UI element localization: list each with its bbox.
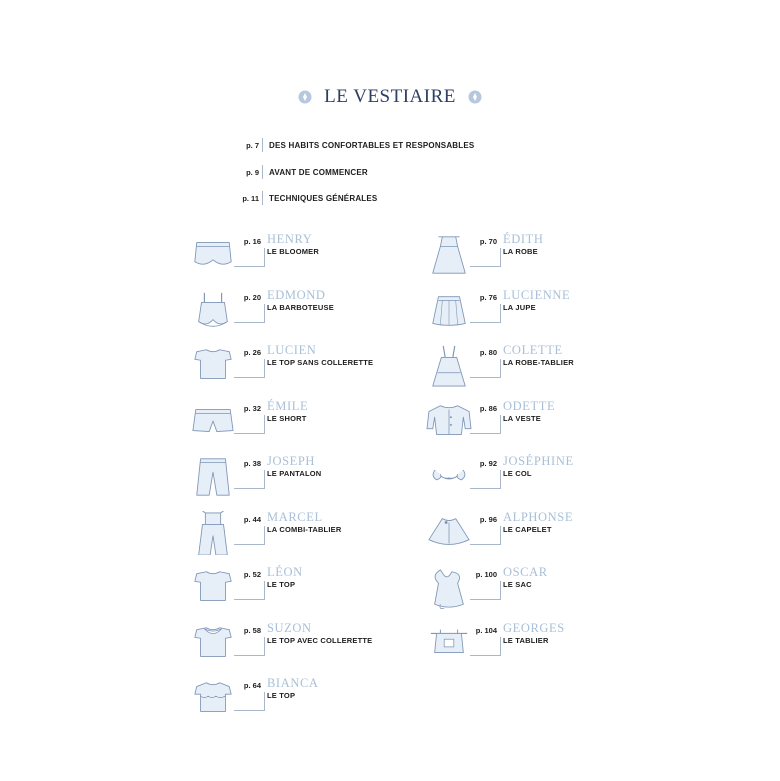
connector-line <box>470 304 501 323</box>
connector-line <box>234 359 265 378</box>
connector-line <box>470 637 501 656</box>
page-title: LE VESTIAIRE <box>324 86 456 107</box>
page-number: p. 70 <box>479 237 497 246</box>
contents-entry[interactable] <box>190 344 420 394</box>
connector-line <box>470 526 501 545</box>
pattern-description: LE TOP SANS COLLERETTE <box>267 358 374 367</box>
pattern-name: LUCIENNE <box>503 287 571 302</box>
intro-entry[interactable] <box>246 165 368 179</box>
pattern-description: LE SHORT <box>267 413 307 423</box>
divider <box>262 191 263 205</box>
pattern-name: HENRY <box>267 232 313 246</box>
page-number: p. 16 <box>243 237 261 246</box>
connector-line <box>234 470 265 489</box>
contents-entry[interactable] <box>426 344 656 394</box>
pattern-description: LE PANTALON <box>267 469 322 478</box>
pattern-name: JOSEPH <box>267 454 316 468</box>
shorts-icon <box>190 400 236 444</box>
pattern-name: JOSÉPHINE <box>503 454 574 468</box>
pattern-description: LA VESTE <box>503 413 541 423</box>
entry-label: AVANT DE COMMENCER <box>269 167 368 177</box>
top-icon <box>190 566 236 610</box>
pattern-name: COLETTE <box>503 343 563 357</box>
contents-entry[interactable] <box>190 400 420 450</box>
pattern-name: LUCIEN <box>267 343 317 357</box>
pattern-name: EDMOND <box>267 287 326 302</box>
pattern-description: LA BARBOTEUSE <box>267 302 334 312</box>
pattern-name: LÉON <box>267 565 303 579</box>
entry-label: TECHNIQUES GÉNÉRALES <box>269 193 378 203</box>
contents-entry[interactable] <box>426 289 656 339</box>
connector-line <box>234 637 265 656</box>
connector-line <box>470 415 501 434</box>
connector-line <box>470 470 501 489</box>
pattern-name: OSCAR <box>503 565 548 579</box>
page-number: p. 9 <box>246 167 259 177</box>
page-number: p. 100 <box>475 570 497 579</box>
contents-entry[interactable] <box>426 455 656 505</box>
contents-entry[interactable] <box>190 677 420 727</box>
connector-line <box>234 692 265 711</box>
connector-line <box>234 304 265 323</box>
pattern-name: SUZON <box>267 620 312 635</box>
pattern-name: GEORGES <box>503 620 565 635</box>
pattern-description: LA COMBI-TABLIER <box>267 524 342 534</box>
page-number: p. 86 <box>479 403 497 413</box>
intro-entry[interactable] <box>242 191 378 205</box>
pattern-name: MARCEL <box>267 509 323 524</box>
dress-icon <box>426 233 472 277</box>
pattern-name: BIANCA <box>267 676 319 690</box>
page-number: p. 20 <box>243 292 261 302</box>
pattern-description: LE TOP AVEC COLLERETTE <box>267 635 373 645</box>
page-number: p. 58 <box>243 625 261 635</box>
page-number: p. 38 <box>243 459 261 468</box>
intro-entry[interactable] <box>246 138 475 152</box>
connector-line <box>470 248 501 267</box>
top-icon <box>190 344 236 388</box>
contents-entry[interactable] <box>190 233 420 283</box>
pattern-name: ODETTE <box>503 398 556 413</box>
page-number: p. 26 <box>243 348 261 357</box>
contents-entry[interactable] <box>426 566 656 616</box>
bag-icon <box>426 566 472 610</box>
page-number: p. 52 <box>243 570 261 579</box>
pattern-name: ÉMILE <box>267 398 309 413</box>
page-number: p. 64 <box>243 681 261 690</box>
pattern-description: LA ROBE-TABLIER <box>503 358 574 367</box>
connector-line <box>234 581 265 600</box>
page-number: p. 11 <box>242 193 259 203</box>
overalls-icon <box>190 511 236 555</box>
connector-line <box>234 248 265 267</box>
pattern-description: LE COL <box>503 469 532 478</box>
connector-line <box>234 526 265 545</box>
ruffle-top-icon <box>190 677 236 721</box>
romper-icon <box>190 289 236 333</box>
contents-entry[interactable] <box>190 289 420 339</box>
trousers-icon <box>190 455 236 499</box>
entry-label: DES HABITS CONFORTABLES ET RESPONSABLES <box>269 140 475 150</box>
pattern-description: LE TOP <box>267 691 296 700</box>
contents-entry[interactable] <box>190 622 420 672</box>
title-block <box>0 86 780 108</box>
contents-entry[interactable] <box>426 511 656 561</box>
connector-line <box>234 415 265 434</box>
connector-line <box>470 359 501 378</box>
page-number: p. 96 <box>479 514 497 524</box>
page-number: p. 104 <box>475 625 497 635</box>
bloomer-icon <box>190 233 236 277</box>
contents-entry[interactable] <box>190 455 420 505</box>
contents-entry[interactable] <box>190 511 420 561</box>
page-number: p. 7 <box>246 140 259 150</box>
page-number: p. 32 <box>243 403 261 413</box>
ornament-right-icon <box>468 90 482 104</box>
contents-entry[interactable] <box>426 233 656 283</box>
pattern-description: LE TOP <box>267 580 296 589</box>
page-number: p. 92 <box>479 459 497 468</box>
divider <box>262 138 263 152</box>
page-number: p. 80 <box>479 348 497 357</box>
skirt-icon <box>426 289 472 333</box>
pinafore-icon <box>426 344 472 388</box>
pattern-description: LA ROBE <box>503 247 538 256</box>
collar-icon <box>426 455 472 499</box>
contents-entry[interactable] <box>426 622 656 672</box>
collar-top-icon <box>190 622 236 666</box>
capelet-icon <box>426 511 472 555</box>
pattern-description: LE SAC <box>503 580 532 589</box>
contents-entry[interactable] <box>426 400 656 450</box>
pattern-name: ÉDITH <box>503 232 544 246</box>
page-number: p. 44 <box>243 514 261 524</box>
pattern-description: LA JUPE <box>503 302 536 312</box>
connector-line <box>470 581 501 600</box>
page-number: p. 76 <box>479 292 497 302</box>
pattern-name: ALPHONSE <box>503 509 574 524</box>
ornament-left-icon <box>298 90 312 104</box>
pattern-description: LE CAPELET <box>503 524 552 534</box>
pattern-description: LE BLOOMER <box>267 247 319 256</box>
contents-entry[interactable] <box>190 566 420 616</box>
pattern-description: LE TABLIER <box>503 635 549 645</box>
jacket-icon <box>426 400 472 444</box>
apron-icon <box>426 622 472 666</box>
divider <box>262 165 263 179</box>
